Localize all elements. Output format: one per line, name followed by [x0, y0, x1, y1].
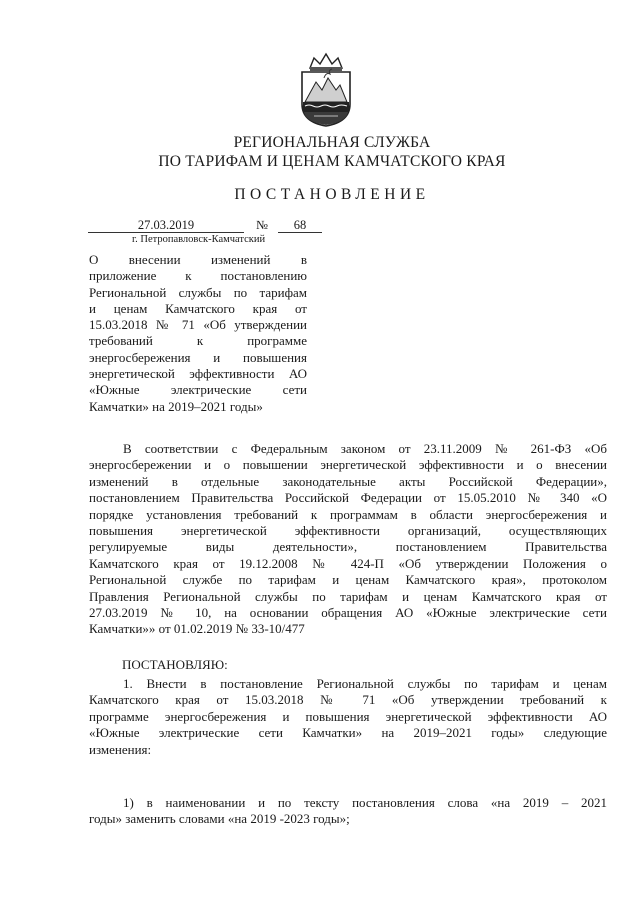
- preamble-line: порядке установления требований к программам в области энергосбережения и: [89, 506, 607, 522]
- item-1-1-paragraph: [89, 795, 607, 828]
- preamble-line: изменений в отдельные законодательные акты Российской Федерации»,: [89, 473, 607, 489]
- subject-line: Региональной службы по тарифам: [89, 284, 307, 300]
- kamchatka-coat-of-arms-icon: [296, 52, 356, 128]
- preamble-line: энергосбережении и о повышении энергетической эффективности и о внесении: [89, 457, 607, 473]
- subject-line: «Южные электрические сети: [89, 382, 307, 398]
- item-line: 1. Внести в постановление Региональной службы по тарифам и ценам: [123, 676, 607, 691]
- document-number: 68: [278, 218, 322, 233]
- preamble-paragraph: [89, 441, 607, 638]
- subject-line: и ценам Камчатского края от: [89, 300, 307, 316]
- item-line: годы» заменить словами «на 2019 -2023 годы»;: [89, 811, 350, 827]
- subject-line: энергетической эффективности АО: [89, 366, 307, 382]
- item-line: 1) в наименовании и по тексту постановления слова «на 2019 – 2021: [123, 795, 607, 810]
- subject-line: О внесении изменений в: [89, 252, 307, 267]
- document-subject: [89, 252, 307, 415]
- document-city: г. Петропавловск-Камчатский: [132, 234, 266, 245]
- subject-line: Камчатки» на 2019–2021 годы»: [89, 398, 263, 414]
- preamble-line: повышения энергетической эффективности организаций, осуществляющих: [89, 523, 607, 539]
- preamble-line: Правления Региональной службы по тарифам и ценам Камчатского края от: [89, 588, 607, 604]
- document-date: 27.03.2019: [88, 218, 244, 233]
- decree-word: ПОСТАНОВЛЯЮ:: [122, 657, 228, 672]
- subject-line: энергосбережения и повышения: [89, 349, 307, 365]
- preamble-line: Региональной службе по тарифам и ценам Камчатского края», протоколом: [89, 572, 607, 588]
- document-title: ПОСТАНОВЛЕНИЕ: [234, 186, 430, 203]
- subject-line: требований к программе: [89, 333, 307, 349]
- organization-name-line2: ПО ТАРИФАМ И ЦЕНАМ КАМЧАТСКОГО КРАЯ: [158, 153, 506, 170]
- item-1-paragraph: [89, 676, 607, 758]
- preamble-line: 27.03.2019 № 10, на основании обращения АО «Южные электрические сети: [89, 605, 607, 621]
- number-sign: №: [256, 218, 268, 232]
- organization-name-line1: РЕГИОНАЛЬНАЯ СЛУЖБА: [233, 134, 431, 151]
- preamble-line: Камчатки»» от 01.02.2019 № 33-10/477: [89, 621, 305, 637]
- preamble-line: постановлением Правительства Российской Федерации от 15.05.2010 № 340 «О: [89, 490, 607, 506]
- preamble-line: В соответствии с Федеральным законом от 23.11.2009 № 261-ФЗ «Об: [123, 441, 607, 456]
- subject-line: 15.03.2018 № 71 «Об утверждении: [89, 317, 307, 333]
- item-line: «Южные электрические сети Камчатки» на 2019–2021 годы» следующие: [89, 725, 607, 741]
- item-line: Камчатского края от 15.03.2018 № 71 «Об утверждении требований к: [89, 692, 607, 708]
- subject-line: приложение к постановлению: [89, 268, 307, 284]
- preamble-line: Камчатского края от 19.12.2008 № 424-П «Об утверждении Положения о: [89, 555, 607, 571]
- item-line: программе энергосбережения и повышения энергетической эффективности АО: [89, 708, 607, 724]
- item-line: изменения:: [89, 741, 152, 757]
- preamble-line: регулируемые виды деятельности», постановлением Правительства: [89, 539, 607, 555]
